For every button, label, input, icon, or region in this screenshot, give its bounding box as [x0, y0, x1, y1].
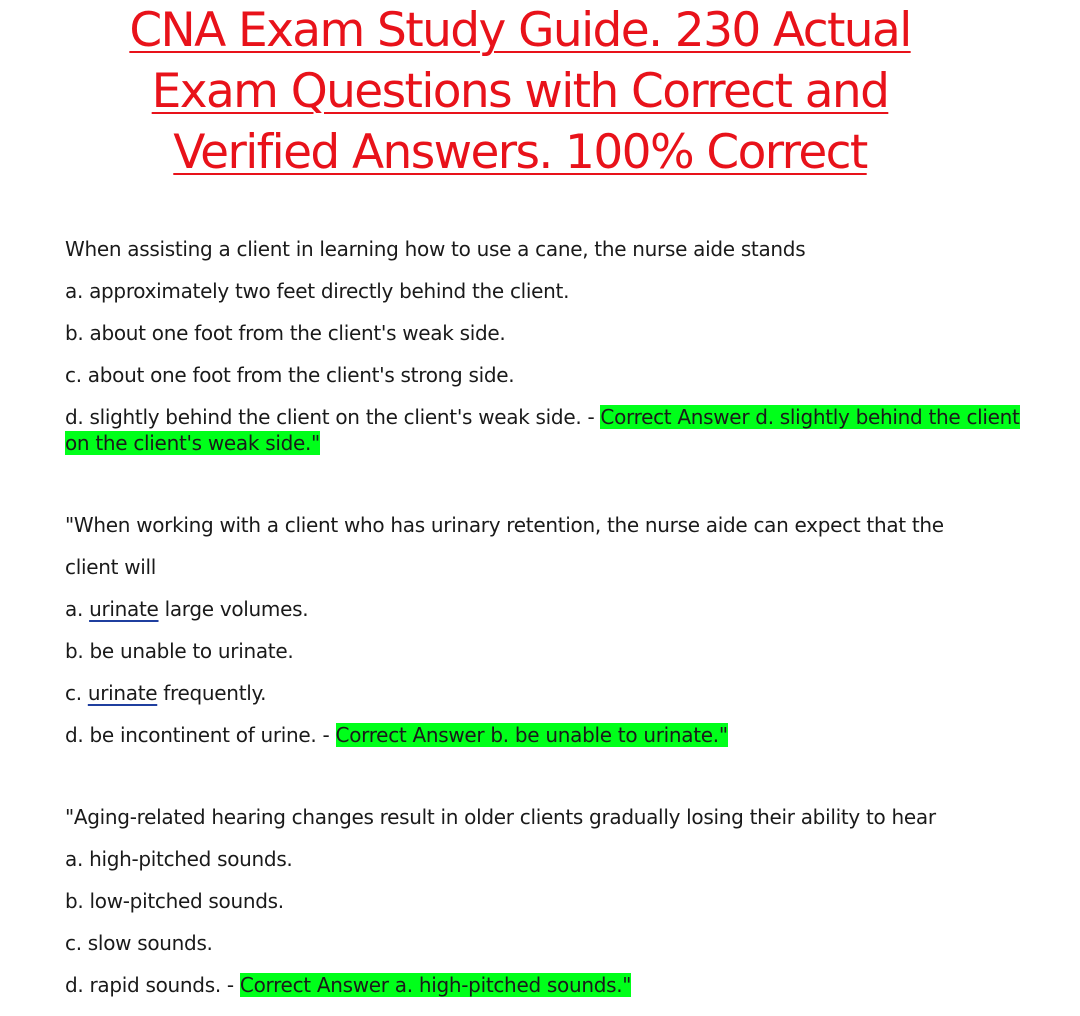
question-2 [65, 504, 1025, 756]
option-a: a. approximately two feet directly behind the client. [65, 279, 570, 303]
question-stem: "When working with a client who has urinary retention, the nurse aide can expect that the [65, 513, 944, 537]
correct-answer-highlight: Correct Answer b. be unable to urinate." [335, 723, 728, 747]
option-c: c. about one foot from the client's strong side. [65, 363, 515, 387]
question-stem: "Aging-related hearing changes result in older clients gradually losing their ability to hear [65, 805, 936, 829]
option-d-text: d. be incontinent of urine. - [65, 723, 336, 747]
option-d [65, 964, 1025, 1006]
question-stem-continued: client will [65, 555, 157, 579]
option-d [65, 714, 1025, 756]
question-list [65, 228, 1025, 1006]
spellcheck-word: urinate [87, 681, 158, 705]
title-line: CNA Exam Study Guide. 230 Actual [129, 3, 911, 58]
correct-answer-highlight: Correct Answer d. slightly behind the client on the client's weak side." [65, 405, 1020, 455]
option-c-prefix: c. [65, 681, 88, 705]
option-b: b. be unable to urinate. [65, 639, 294, 663]
option-b: b. low-pitched sounds. [65, 889, 284, 913]
option-a-suffix: large volumes. [158, 597, 309, 621]
option-d-text: d. slightly behind the client on the client's weak side. - [65, 405, 601, 429]
document-title [0, 0, 1040, 183]
question-3 [65, 796, 1025, 1006]
spellcheck-word: urinate [89, 597, 159, 621]
title-line: Verified Answers. 100% Correct [173, 125, 867, 180]
option-c [65, 672, 1025, 714]
option-b: b. about one foot from the client's weak side. [65, 321, 506, 345]
option-c: c. slow sounds. [65, 931, 213, 955]
question-stem: When assisting a client in learning how to use a cane, the nurse aide stands [65, 237, 806, 261]
correct-answer-highlight: Correct Answer a. high-pitched sounds." [239, 973, 632, 997]
option-d-text: d. rapid sounds. - [65, 973, 240, 997]
title-line: Exam Questions with Correct and [151, 64, 889, 119]
option-a [65, 588, 1025, 630]
option-a: a. high-pitched sounds. [65, 847, 293, 871]
question-1 [65, 228, 1025, 456]
option-d [65, 396, 1025, 456]
option-a-prefix: a. [65, 597, 90, 621]
option-c-suffix: frequently. [157, 681, 267, 705]
